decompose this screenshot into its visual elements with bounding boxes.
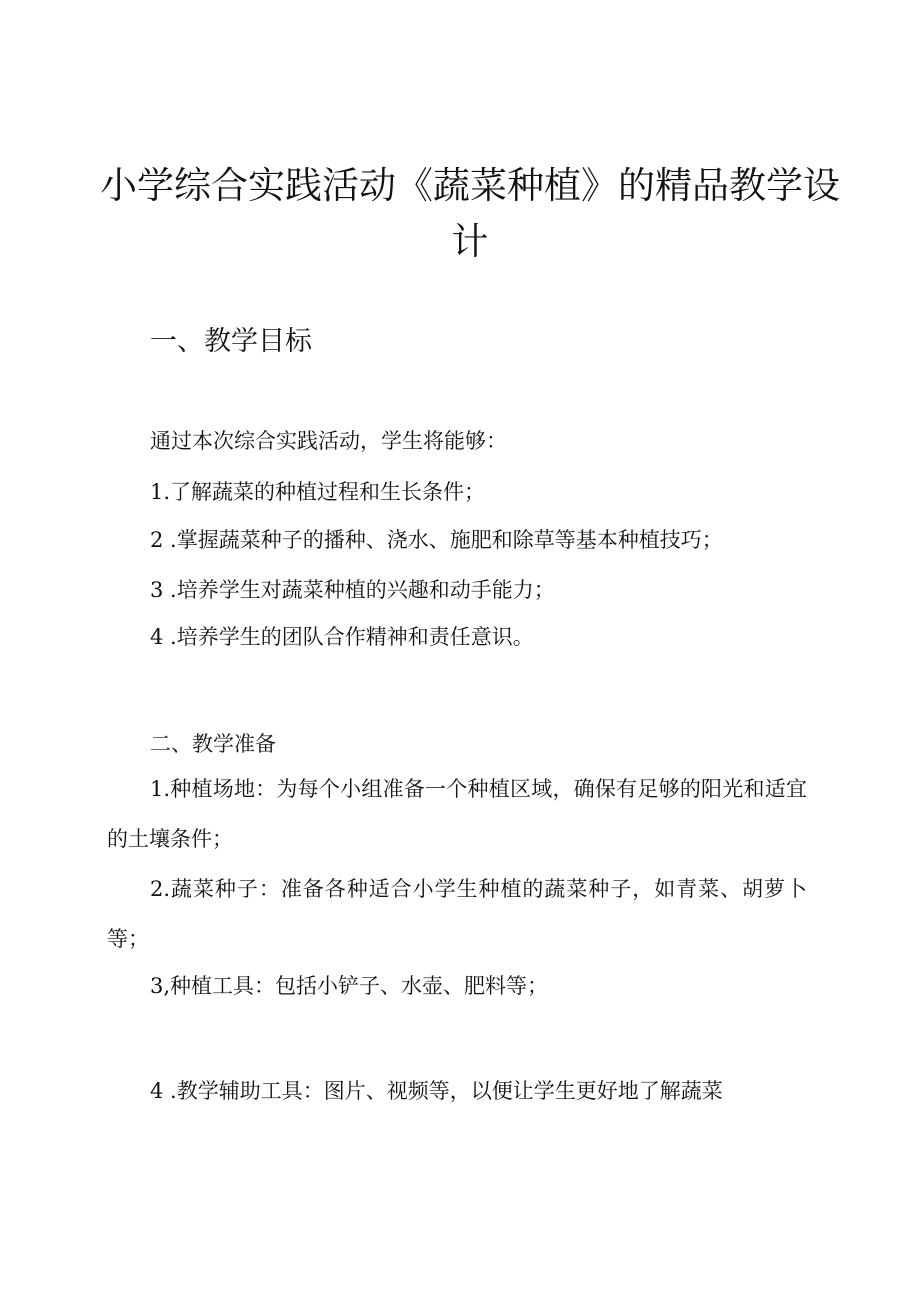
preparation-item-4: 4 .教学辅助工具：图片、视频等，以便让学生更好地了解蔬菜 [150, 1079, 723, 1103]
objective-item-2: 2 .掌握蔬菜种子的播种、浇水、施肥和除草等基本种植技巧； [150, 528, 723, 552]
objective-item-1: 1.了解蔬菜的种植过程和生长条件； [150, 480, 486, 504]
objectives-intro: 通过本次综合实践活动，学生将能够： [150, 429, 507, 453]
section-heading-preparation: 二、教学准备 [150, 732, 276, 756]
preparation-item-2: 2.蔬菜种子：准备各种适合小学生种植的蔬菜种子，如青菜、胡萝卜等； [107, 877, 807, 951]
document-title: 小学综合实践活动《蔬菜种植》的精品教学设计 [100, 164, 840, 263]
preparation-item-3: 3,种植工具：包括小铲子、水壶、肥料等； [150, 974, 549, 998]
preparation-item-1: 1.种植场地：为每个小组准备一个种植区域，确保有足够的阳光和适宜的土壤条件； [107, 777, 807, 851]
objective-item-4: 4 .培养学生的团队合作精神和责任意识。 [150, 625, 534, 649]
objective-item-3: 3 .培养学生对蔬菜种植的兴趣和动手能力； [150, 578, 555, 602]
section-heading-objectives: 一、教学目标 [150, 326, 312, 357]
